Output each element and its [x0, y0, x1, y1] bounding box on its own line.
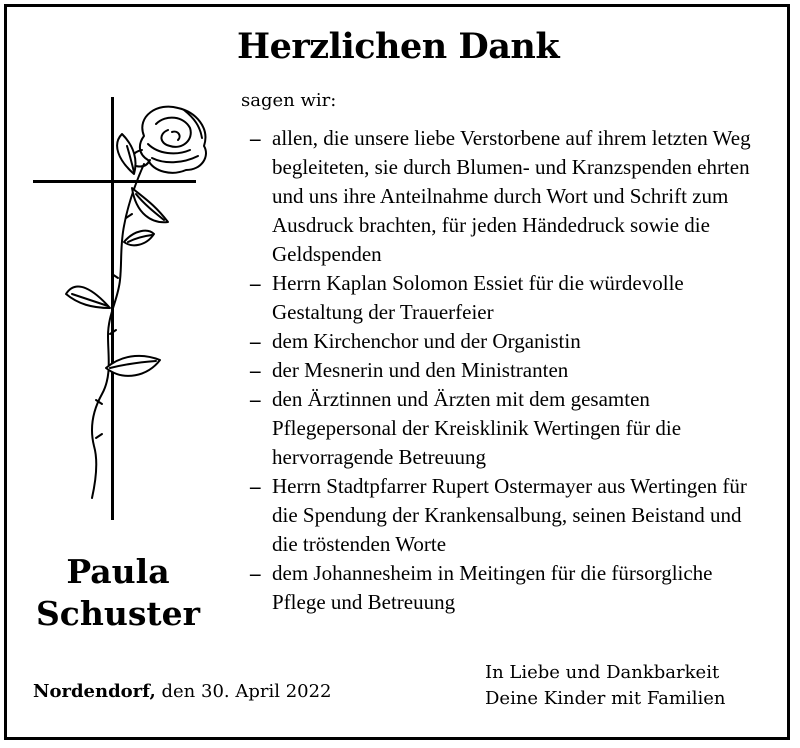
list-item: – dem Kirchenchor und der Organistin [250, 327, 760, 356]
list-item: – Herrn Kaplan Solomon Essiet für die würdevolle Gestaltung der Trauerfeier [250, 269, 760, 327]
place-name: Nordendorf, [33, 681, 156, 702]
date-text: den 30. April 2022 [161, 681, 332, 702]
cross-and-rose [32, 94, 217, 524]
deceased-last-name: Schuster [35, 594, 201, 633]
signature-block [485, 660, 725, 712]
place-and-date [33, 681, 332, 702]
closing-line: In Liebe und Dankbarkeit [485, 662, 720, 683]
page-title: Herzlichen Dank [237, 26, 560, 67]
thanks-list [250, 124, 760, 617]
signed-by-line: Deine Kinder mit Familien [485, 688, 726, 709]
list-item: – der Mesnerin und den Ministranten [250, 356, 760, 385]
list-item: – dem Johannesheim in Meitingen für die fürsorgliche Pflege und Betreuung [250, 559, 760, 617]
list-item: – Herrn Stadtpfarrer Rupert Ostermayer aus Wertingen für die Spendung der Krankensalbung, seinen Beistand und die tröstenden Worte [250, 472, 760, 559]
deceased-first-name: Paula [66, 552, 170, 591]
list-item: – allen, die unsere liebe Verstorbene auf ihrem letzten Weg begleiteten, sie durch Blumen- und Kranzspenden ehrten und uns ihre Anteilnahme durch Wort und Schrift zum Ausdruck brachten, für jeden Händedruck sowie die Geldspenden [250, 124, 760, 269]
intro-text: sagen wir: [241, 90, 337, 111]
rose-icon [66, 107, 206, 498]
list-item: – den Ärztinnen und Ärzten mit dem gesamten Pflegepersonal der Kreisklinik Wertingen für die hervorragende Betreuung [250, 385, 760, 472]
